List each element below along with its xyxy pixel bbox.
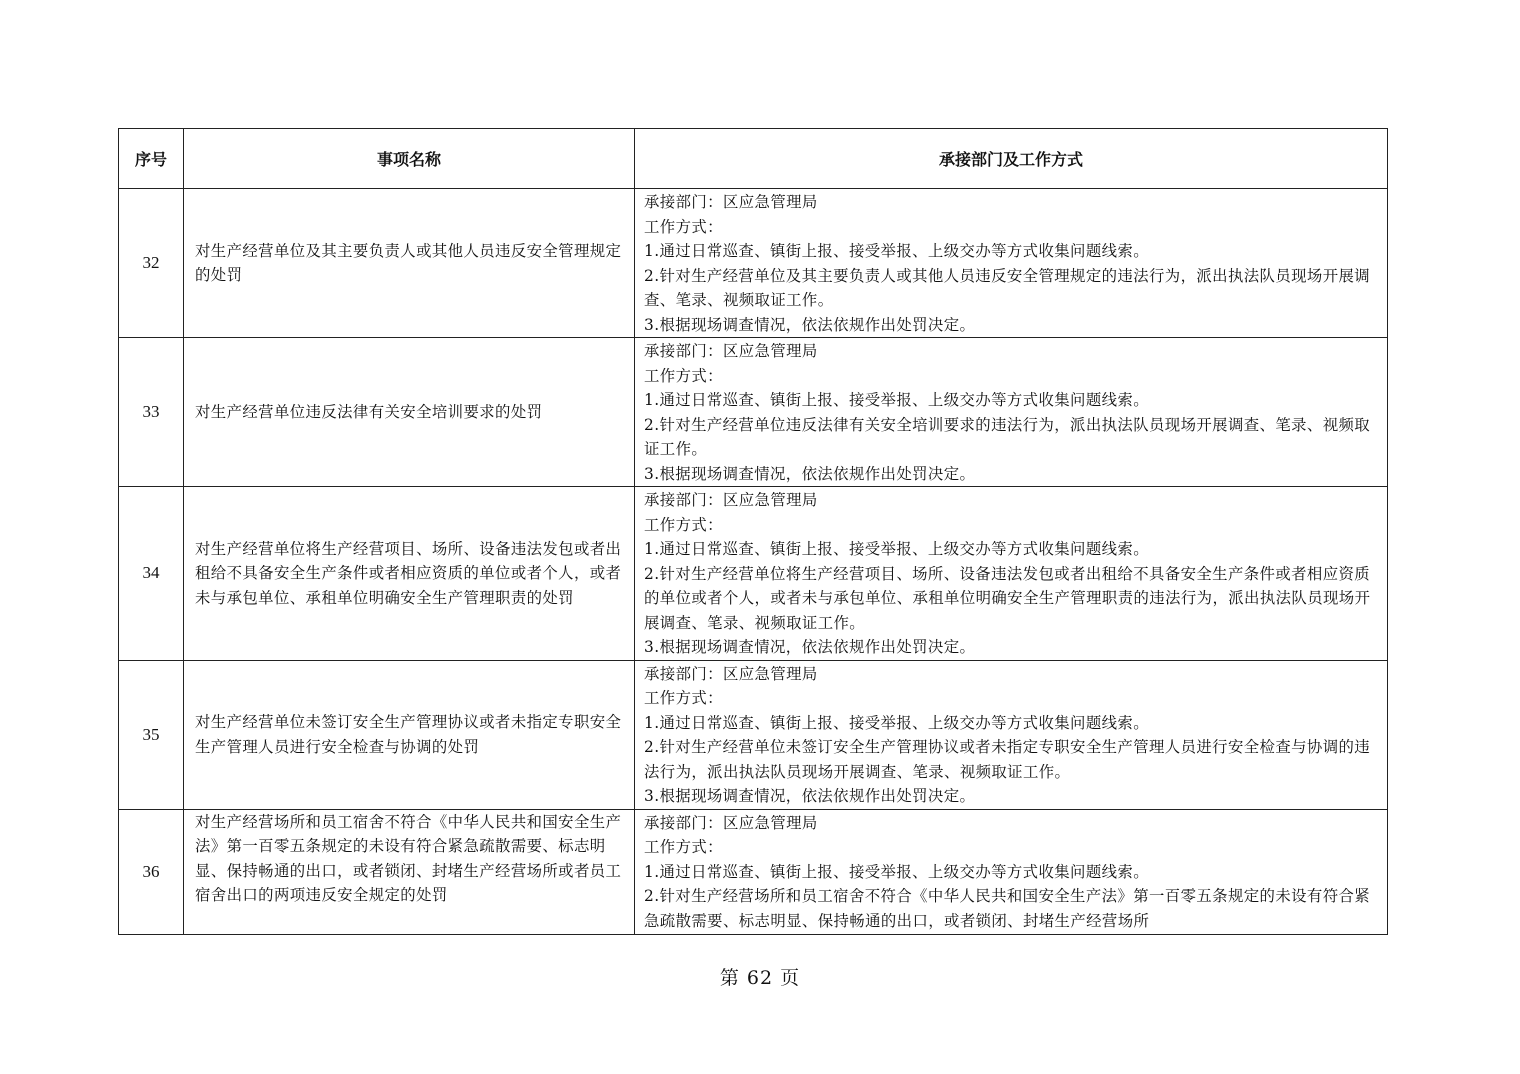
table-row: [119, 660, 1388, 809]
row-department-method: [635, 809, 1388, 934]
method-step: 2.针对生产经营单位将生产经营项目、场所、设备违法发包或者出租给不具备安全生产条件或者相应资质的单位或者个人，或者未与承包单位、承租单位明确安全生产管理职责的违法行为，派出执法队员现场开展调查、笔录、视频取证工作。: [644, 564, 1371, 632]
table-row: [119, 809, 1388, 934]
method-step: 1.通过日常巡查、镇街上报、接受举报、上级交办等方式收集问题线索。: [644, 713, 1149, 732]
method-step: 3.根据现场调查情况，依法依规作出处罚决定。: [644, 315, 976, 334]
row-item-name: 对生产经营场所和员工宿舍不符合《中华人民共和国安全生产法》第一百零五条规定的未设有符合紧急疏散需要、标志明显、保持畅通的出口，或者锁闭、封堵生产经营场所或者员工宿舍出口的两项违反安全规定的处罚: [184, 809, 635, 934]
method-label: 工作方式：: [644, 689, 723, 707]
dept-line: 承接部门：区应急管理局: [644, 664, 818, 683]
row-department-method: [635, 660, 1388, 809]
table-row: [119, 338, 1388, 487]
method-label: 工作方式：: [644, 217, 723, 236]
method-step: 1.通过日常巡查、镇街上报、接受举报、上级交办等方式收集问题线索。: [644, 540, 1149, 558]
method-step: 1.通过日常巡查、镇街上报、接受举报、上级交办等方式收集问题线索。: [644, 391, 1149, 409]
table-row: [119, 487, 1388, 661]
table-header-row: [119, 129, 1388, 189]
row-serial-number: 34: [119, 487, 184, 661]
method-step: 2.针对生产经营场所和员工宿舍不符合《中华人民共和国安全生产法》第一百零五条规定的未设有符合紧急疏散需要、标志明显、保持畅通的出口，或者锁闭、封堵生产经营场所: [644, 887, 1371, 930]
row-serial-number: 32: [119, 189, 184, 338]
method-label: 工作方式：: [644, 366, 723, 385]
method-step: 2.针对生产经营单位未签订安全生产管理协议或者未指定专职安全生产管理人员进行安全检查与协调的违法行为，派出执法队员现场开展调查、笔录、视频取证工作。: [644, 738, 1371, 781]
header-item-name: 事项名称: [184, 129, 635, 189]
header-department-method: 承接部门及工作方式: [635, 129, 1388, 189]
header-serial-number: 序号: [119, 129, 184, 189]
row-department-method: [635, 189, 1388, 338]
row-item-name: 对生产经营单位及其主要负责人或其他人员违反安全管理规定的处罚: [184, 189, 635, 338]
dept-line: 承接部门：区应急管理局: [644, 813, 818, 832]
row-item-name: 对生产经营单位未签订安全生产管理协议或者未指定专职安全生产管理人员进行安全检查与协调的处罚: [184, 660, 635, 809]
method-step: 2.针对生产经营单位违反法律有关安全培训要求的违法行为，派出执法队员现场开展调查、笔录、视频取证工作。: [644, 415, 1371, 458]
document-table: [118, 128, 1388, 935]
row-department-method: [635, 487, 1388, 661]
row-department-method: [635, 338, 1388, 487]
method-step: 1.通过日常巡查、镇街上报、接受举报、上级交办等方式收集问题线索。: [644, 862, 1149, 881]
row-serial-number: 35: [119, 660, 184, 809]
table-row: [119, 189, 1388, 338]
dept-content-clip: [644, 811, 1379, 933]
method-step: 2.针对生产经营单位及其主要负责人或其他人员违反安全管理规定的违法行为，派出执法队员现场开展调查、笔录、视频取证工作。: [644, 266, 1371, 309]
row-serial-number: 33: [119, 338, 184, 487]
row-serial-number: 36: [119, 809, 184, 934]
dept-line: 承接部门：区应急管理局: [644, 193, 818, 211]
method-step: 3.根据现场调查情况，依法依规作出处罚决定。: [644, 464, 976, 483]
dept-line: 承接部门：区应急管理局: [644, 491, 818, 509]
method-label: 工作方式：: [644, 515, 723, 534]
method-step: 3.根据现场调查情况，依法依规作出处罚决定。: [644, 638, 976, 656]
dept-line: 承接部门：区应急管理局: [644, 342, 818, 360]
method-step: 1.通过日常巡查、镇街上报、接受举报、上级交办等方式收集问题线索。: [644, 242, 1149, 260]
page-number: 第 62 页: [719, 967, 801, 989]
method-label: 工作方式：: [644, 838, 723, 856]
row-item-name: 对生产经营单位违反法律有关安全培训要求的处罚: [184, 338, 635, 487]
row-item-name: 对生产经营单位将生产经营项目、场所、设备违法发包或者出租给不具备安全生产条件或者相应资质的单位或者个人，或者未与承包单位、承租单位明确安全生产管理职责的处罚: [184, 487, 635, 661]
method-step: 3.根据现场调查情况，依法依规作出处罚决定。: [644, 787, 976, 805]
